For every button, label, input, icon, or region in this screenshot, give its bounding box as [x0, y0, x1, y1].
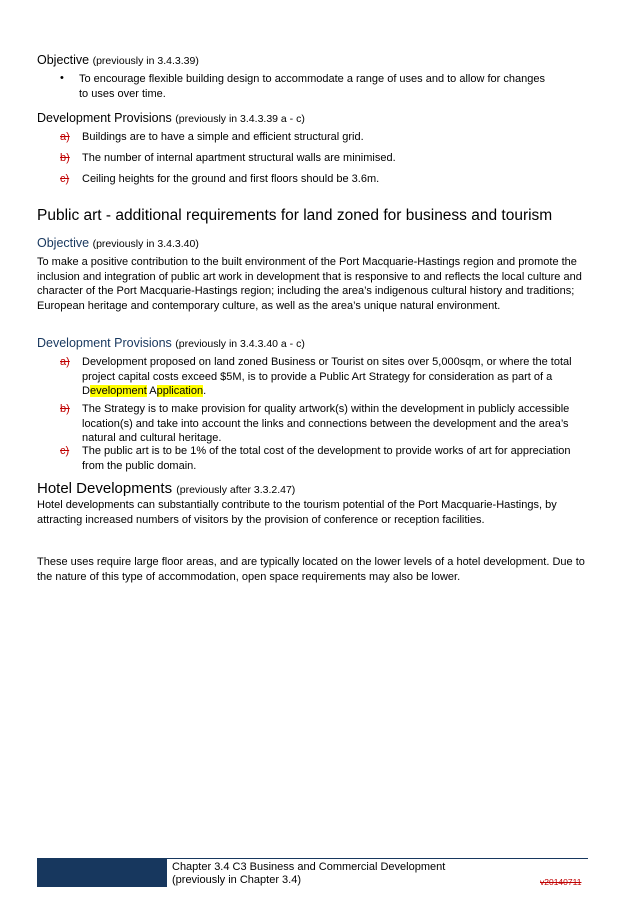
list-marker: c)	[60, 445, 70, 457]
public-art-objective-label: Objective	[37, 236, 90, 250]
objective-heading-note: (previously in 3.4.3.39)	[92, 55, 199, 67]
list-marker: b)	[60, 152, 70, 164]
list-marker: b)	[60, 403, 70, 415]
footer-rule	[167, 858, 588, 859]
public-art-objective-note: (previously in 3.4.3.40)	[92, 238, 199, 250]
public-art-objective-heading	[37, 236, 199, 250]
public-art-item-b-text: The Strategy is to make provision for quality artwork(s) within the development in publicly accessible location(s) and take into account the links and connections between the development and the area’s natural and cultural heritage.	[82, 403, 570, 444]
public-art-objective-text: To make a positive contribution to the built environment of the Port Macquarie-Hastings region and promote the inclusion and integration of public art work in development that is responsive to and reflects the local culture and character of the Port Macquarie-Hastings region; including the area’s indigenous cultural history and traditions; European heritage and contemporary culture, as well as the area’s unique natural environment.	[37, 256, 582, 312]
provision-item	[60, 172, 590, 187]
list-marker: a)	[60, 356, 70, 368]
item-a-body: Development proposed on land zoned Business or Tourist on sites over 5,000sqm, or where the total project capital costs exceed $5M, is to provide a Public Art Strategy for consideration as part of a D	[82, 356, 572, 397]
dev-provisions-heading	[37, 111, 305, 125]
dev-provisions-heading-label: Development Provisions	[37, 111, 172, 125]
public-art-provisions-label: Development Provisions	[37, 336, 172, 350]
hotel-paragraph-2: These uses require large floor areas, and are typically located on the lower levels of a hotel development. Due to the nature of this type of accommodation, open space requirements may also be lower.	[37, 556, 585, 583]
list-marker: c)	[60, 173, 70, 185]
item-a-space: A	[146, 385, 157, 397]
public-art-provisions-heading	[37, 336, 305, 350]
highlighted-development: evelopment	[89, 385, 147, 397]
footer-line-1: Chapter 3.4 C3 Business and Commercial Development	[172, 861, 446, 873]
public-art-provisions-note: (previously in 3.4.3.40 a - c)	[175, 338, 305, 350]
public-art-title: Public art - additional requirements for land zoned for business and tourism	[37, 207, 553, 224]
public-art-item-c-text: The public art is to be 1% of the total cost of the development to provide works of art for appreciation from the public domain.	[82, 445, 571, 472]
provision-item	[60, 130, 590, 145]
bullet-line-1: To encourage flexible building design to accommodate a range of uses and to allow for changes	[79, 73, 545, 85]
hotel-heading-label: Hotel Developments	[37, 480, 173, 497]
provision-text: Ceiling heights for the ground and first floors should be 3.6m.	[82, 173, 380, 185]
list-marker: a)	[60, 131, 70, 143]
provision-text: Buildings are to have a simple and efficient structural grid.	[82, 131, 364, 143]
footer-version: v20140711	[540, 877, 582, 887]
public-art-item-a-text	[82, 355, 590, 399]
bullet-marker: •	[60, 72, 64, 84]
public-art-item-c	[60, 444, 590, 473]
item-a-end: .	[203, 385, 207, 397]
dev-provisions-heading-note: (previously in 3.4.3.39 a - c)	[175, 113, 305, 125]
public-art-item-b	[60, 402, 590, 446]
hotel-heading	[37, 480, 295, 497]
footer-chapter-text	[172, 861, 445, 887]
hotel-heading-note: (previously after 3.3.2.47)	[176, 484, 296, 496]
highlighted-application: pplication	[156, 385, 204, 397]
public-art-item-a	[60, 355, 590, 399]
footer-line-2: (previously in Chapter 3.4)	[172, 874, 302, 886]
objective-bullet-text	[79, 72, 599, 101]
objective-heading	[37, 53, 199, 67]
footer-color-block	[37, 858, 167, 887]
bullet-line-2: to uses over time.	[79, 87, 166, 100]
hotel-paragraph-1: Hotel developments can substantially contribute to the tourism potential of the Port Macquarie-Hastings, by attracting increased numbers of visitors by the provision of conference or reception facilities.	[37, 499, 557, 526]
provision-item	[60, 151, 590, 166]
provision-text: The number of internal apartment structural walls are minimised.	[82, 152, 396, 164]
objective-heading-label: Objective	[37, 53, 90, 67]
